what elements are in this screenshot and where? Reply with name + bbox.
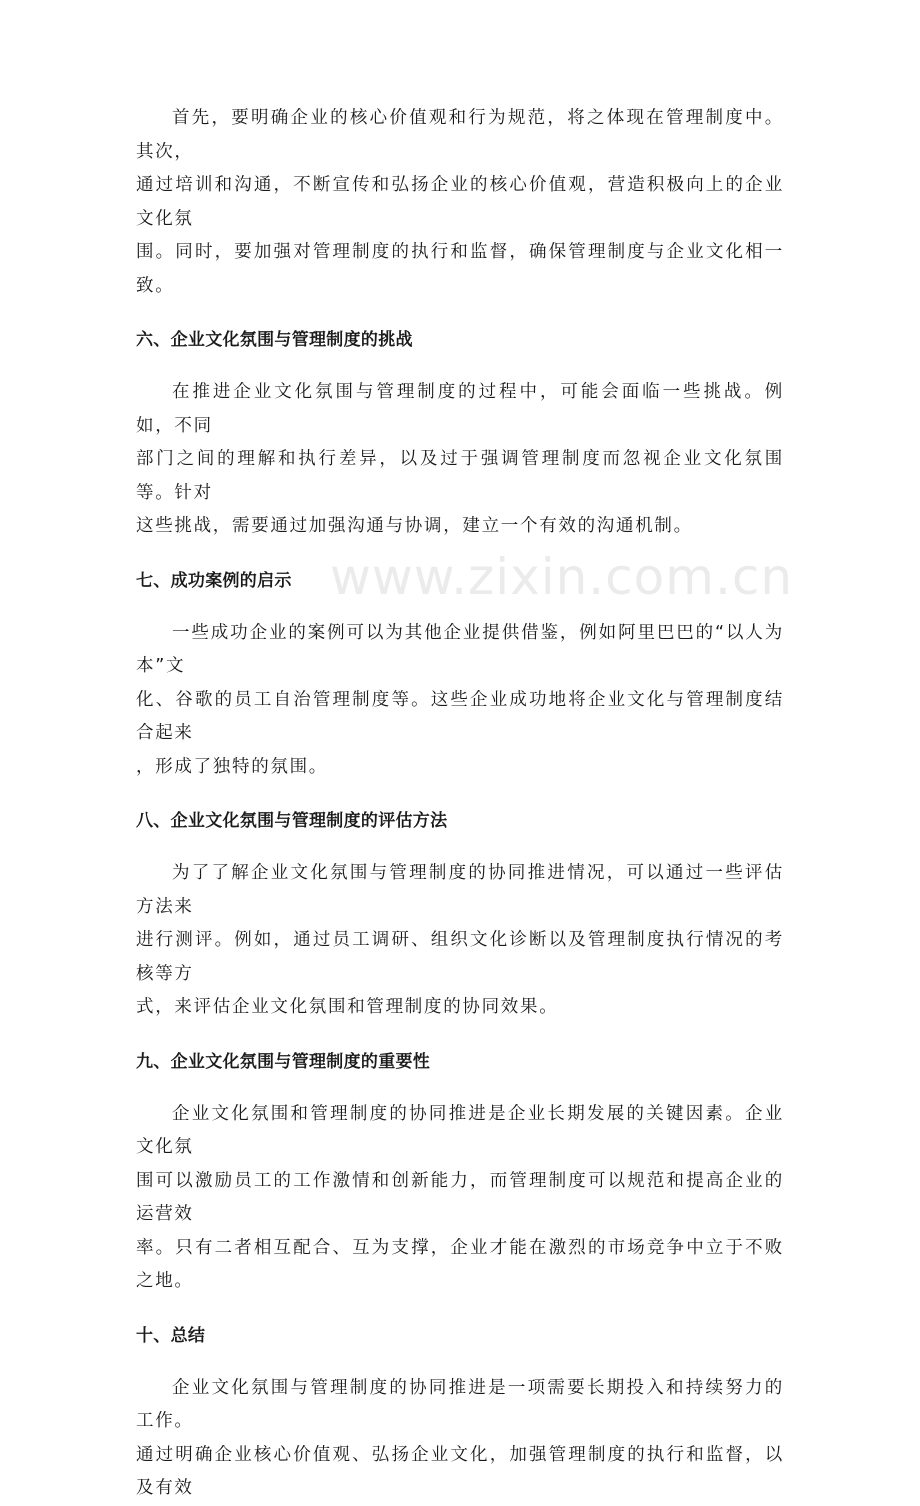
section-heading-7: 七、成功案例的启示 [136,570,292,591]
section-heading-10: 十、总结 [136,1325,206,1346]
watermark-text: www.zixin.com.cn [330,548,794,606]
section-paragraph-8: 为了了解企业文化氛围与管理制度的协同推进情况，可以通过一些评估方法来 进行测评。例如，通过员工调研、组织文化诊断以及管理制度执行情况的考核等方 式，来评估企业文化氛围和管理制度的协同效果。 [136,863,784,1017]
intro-paragraph: 首先，要明确企业的核心价值观和行为规范，将之体现在管理制度中。其次， 通过培训和沟通，不断宣传和弘扬企业的核心价值观，营造积极向上的企业文化氛 围。同时，要加强对管理制度的执行和监督，确保管理制度与企业文化相一致。 [136,108,784,296]
section-paragraph-9: 企业文化氛围和管理制度的协同推进是企业长期发展的关键因素。企业文化氛 围可以激励员工的工作激情和创新能力，而管理制度可以规范和提高企业的运营效 率。只有二者相互配合、互为支撑，企业才能在激烈的市场竞争中立于不败之地。 [136,1103,784,1291]
section-paragraph-10: 企业文化氛围与管理制度的协同推进是一项需要长期投入和持续努力的工作。 通过明确企业核心价值观、弘扬企业文化，加强管理制度的执行和监督，以及有效 [136,1377,784,1498]
section-heading-8: 八、企业文化氛围与管理制度的评估方法 [136,811,448,831]
section-paragraph-6: 在推进企业文化氛围与管理制度的过程中，可能会面临一些挑战。例如，不同 部门之间的理解和执行差异，以及过于强调管理制度而忽视企业文化氛围等。针对 这些挑战，需要通过加强沟通与协调，建立一个有效的沟通机制。 [136,382,784,536]
document-page [136,102,784,1506]
section-paragraph-7: 一些成功企业的案例可以为其他企业提供借鉴，例如阿里巴巴的“以人为本”文 化、谷歌的员工自治管理制度等。这些企业成功地将企业文化与管理制度结合起来 ，形成了独特的氛围。 [136,622,784,777]
section-heading-9: 九、企业文化氛围与管理制度的重要性 [136,1051,431,1072]
section-heading-6: 六、企业文化氛围与管理制度的挑战 [136,330,413,350]
